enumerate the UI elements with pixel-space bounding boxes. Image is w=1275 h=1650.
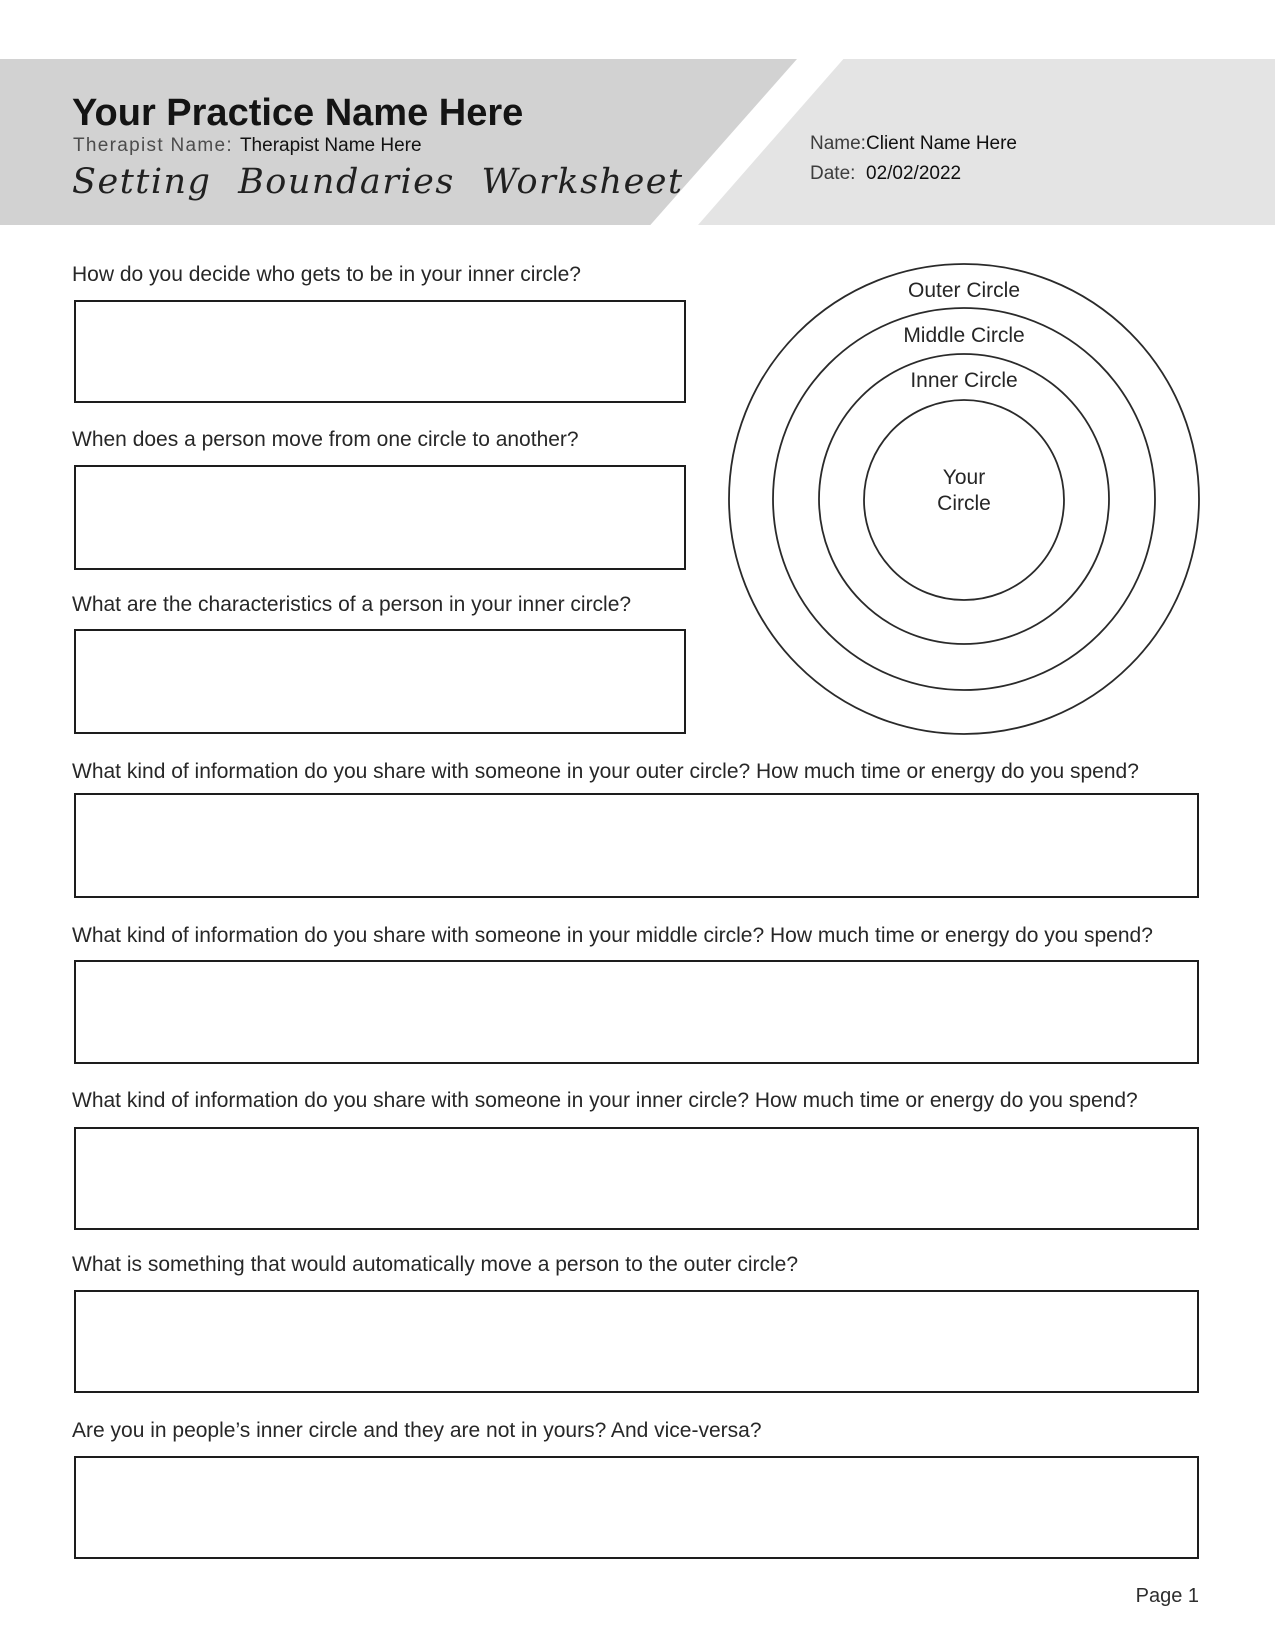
answer-box-6[interactable] — [74, 1127, 1199, 1230]
question-2-label: When does a person move from one circle to another? — [72, 428, 579, 451]
middle-circle-label: Middle Circle — [903, 324, 1025, 347]
outer-circle-label: Outer Circle — [907, 279, 1021, 302]
your-circle-label-line1: Your — [942, 466, 986, 489]
answer-box-8[interactable] — [74, 1456, 1199, 1559]
therapist-name-value: Therapist Name Here — [239, 135, 422, 156]
answer-box-7[interactable] — [74, 1290, 1199, 1393]
inner-circle-label: Inner Circle — [910, 369, 1018, 392]
client-name-label: Name: — [810, 133, 866, 154]
date-label: Date: — [810, 163, 856, 184]
answer-box-3[interactable] — [74, 629, 686, 734]
answer-box-5[interactable] — [74, 960, 1199, 1064]
therapist-line — [73, 136, 422, 155]
question-3-label: What are the characteristics of a person in your inner circle? — [72, 593, 632, 616]
worksheet-title: Setting Boundaries Worksheet — [72, 162, 684, 202]
question-8-label: Are you in people’s inner circle and they are not in yours? And vice-versa? — [72, 1419, 762, 1442]
page-number: Page 1 — [1135, 1585, 1199, 1607]
question-7-label: What is something that would automatically move a person to the outer circle? — [72, 1253, 799, 1276]
date-value: 02/02/2022 — [866, 163, 962, 184]
your-circle-label-line2: Circle — [937, 492, 991, 515]
question-5-label: What kind of information do you share with someone in your middle circle? How much time or energy do you spend? — [72, 924, 1153, 947]
circles-diagram — [725, 260, 1205, 740]
answer-box-2[interactable] — [74, 465, 686, 570]
practice-name: Your Practice Name Here — [72, 92, 524, 134]
answer-box-1[interactable] — [74, 300, 686, 403]
answer-box-4[interactable] — [74, 793, 1199, 898]
therapist-name-label: Therapist Name: — [73, 135, 233, 156]
question-1-label: How do you decide who gets to be in your inner circle? — [72, 263, 581, 286]
client-name-value: Client Name Here — [866, 133, 1017, 154]
question-6-label: What kind of information do you share with someone in your inner circle? How much time or energy do you spend? — [72, 1089, 1138, 1112]
question-4-label: What kind of information do you share with someone in your outer circle? How much time or energy do you spend? — [72, 760, 1139, 783]
